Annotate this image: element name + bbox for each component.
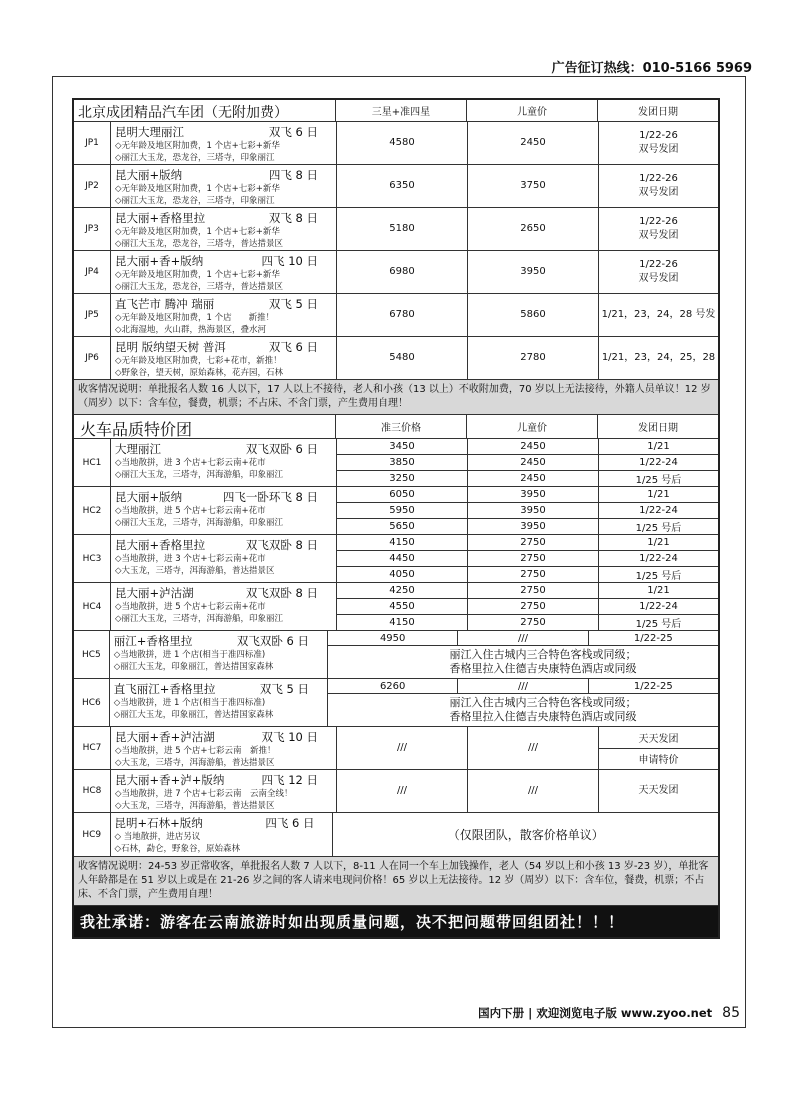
tour-description [111,813,334,856]
tour-code: HC7 [74,727,111,769]
tour-code: JP2 [74,165,111,207]
price-adult: 3450 [337,439,467,455]
departure-date: 1/22-24 [599,503,718,519]
tour-note-2: ◇丽江大玉龙，恐龙谷，三塔寺，印象丽江 [115,153,275,163]
bus-header-price: 三星+准四星 [336,100,467,121]
tour-code: JP1 [74,122,111,164]
price-adult: /// [337,770,468,812]
departure-date-column [599,487,718,534]
train-tour-row [74,487,718,535]
tour-note-2: ◇大玉龙，三塔寺，洱海游船，普达措景区 [115,758,275,768]
price-child: 2750 [468,535,598,551]
price-adult: 5480 [337,337,468,379]
tour-title [115,772,332,788]
price-child-column [468,535,599,582]
tour-description [111,251,337,293]
departure-date: 1/25 号后 [635,619,682,630]
train-tour-row [74,631,718,679]
tour-note-1: ◇当地散拼，进 5 个店+七彩云南 新推！ [115,746,276,756]
tour-code: JP4 [74,251,111,293]
tour-name: 昆大丽+版纳 [115,490,183,504]
tour-code: HC4 [74,583,111,630]
price-child: 2750 [468,599,598,615]
tour-title [115,489,332,505]
price-adult: 5180 [337,208,468,250]
bus-rows [74,122,718,380]
tour-name: 昆明+石林+版纳 [114,816,203,830]
price-adult: 5650 [389,521,415,532]
train-tour-row [74,583,718,631]
promise-banner: 我社承诺：游客在云南旅游时如出现质量问题，决不把问题带回组团社！！！ [74,906,718,937]
tour-note-1: ◇当地散拼，进 1 个店(相当于准四标准) [113,650,266,660]
tour-code: HC6 [74,679,110,726]
tour-duration: 四飞一卧环飞 8 日 [222,490,318,504]
tour-duration: 双飞 6 日 [268,125,318,139]
tour-note-1: ◇无年龄及地区附加费，七彩+花市，新推！ [115,356,282,366]
tour-description [111,770,337,812]
tour-code: HC3 [74,535,111,582]
bus-tour-row [74,251,718,294]
departure-date: 1/22-24 [599,599,718,615]
tour-note-2: ◇北海湿地，火山群，热海景区，叠水河 [115,325,267,335]
tour-duration: 双飞 5 日 [268,297,318,311]
price-adult: 4150 [337,535,467,551]
tour-title [115,210,332,226]
tour-table [72,98,720,939]
tour-title [115,124,332,140]
special-offer-note: 申请特价 [638,755,679,767]
bus-tour-row [74,294,718,337]
hotel-note-shangrila: 香格里拉入住德吉央康特色酒店或同级 [449,662,637,675]
bus-section-title: 北京成团精品汽车团（无附加费） [74,100,336,121]
train-section-title: 火车品质特价团 [74,415,336,438]
group-only-block [333,813,718,856]
page-number: 85 [722,1005,740,1021]
price-adult: 3850 [337,455,467,471]
departure-date: 1/22-26 双号发团 [638,130,679,155]
train-header-child: 儿童价 [467,415,598,438]
tour-note-1: ◇无年龄及地区附加费，1 个店+七彩+新华 [115,141,280,151]
tour-code: HC9 [74,813,111,856]
tour-note-1: ◇无年龄及地区附加费，1 个店+七彩+新华 [115,227,280,237]
tour-name: 昆大丽+香格里拉 [115,538,206,552]
departure-date: 1/21，23，24，25，28 [601,352,716,363]
train-tour-row [74,439,718,487]
tour-code: HC8 [74,770,111,812]
bus-notice: 收客情况说明：单批报名人数 16 人以下，17 人以上不接待，老人和小孩（13 以上）不收附加费，70 岁以上无法接待，外籍人员单议！12 岁（周岁）以下：含车位，餐费，机票；不占床、不含门票，产生费用自理！ [74,380,718,415]
tour-duration: 双飞 8 日 [268,211,318,225]
tour-note-1: ◇无年龄及地区附加费，1 个店+七彩+新华 [115,270,280,280]
tour-code: JP3 [74,208,111,250]
bus-header-child: 儿童价 [467,100,598,121]
tour-name: 直飞芒市 腾冲 瑞丽 [115,297,215,311]
tour-description [111,439,337,486]
price-child: 2450 [468,455,598,471]
price-adult: 6780 [337,294,468,336]
tour-note-1: ◇无年龄及地区附加费，1 个店+七彩+新华 [115,184,280,194]
tour-note-1: ◇ 当地散拼，进店另议 [114,832,201,842]
tour-title [115,585,332,601]
price-adult: /// [337,727,468,769]
tour-name: 昆明 版纳望天树 普洱 [115,340,226,354]
footer-text: 国内下册 | 欢迎浏览电子版 www.zyoo.net [478,1006,713,1020]
departure-date: 1/22-24 [599,551,718,567]
tour-duration: 双飞双卧 8 日 [245,538,318,552]
departure-date: 1/21 [599,487,718,503]
tour-note-2: ◇丽江大玉龙，恐龙谷，三塔寺，普达措景区 [115,282,284,292]
departure-date: 1/25 号后 [635,475,682,486]
departure-date: 1/22-26 双号发团 [638,173,679,198]
tour-title [115,296,332,312]
departure-date: 天天发团 [599,727,718,749]
price-adult: 4250 [337,583,467,599]
departure-date-column [599,535,718,582]
tour-title [115,253,332,269]
tour-duration: 双飞双卧 6 日 [236,634,309,648]
tour-duration: 四飞 10 日 [261,254,318,268]
page-footer [478,1005,740,1021]
price-child-column [468,583,599,630]
tour-note-2: ◇丽江大玉龙，三塔寺，洱海游船，印象丽江 [115,470,284,480]
tour-title [114,681,323,697]
tour-name: 直飞丽江+香格里拉 [113,682,216,696]
price-hotel-block [328,679,718,726]
train-notice: 收客情况说明：24-53 岁正常收客，单批报名人数 7 人以下，8-11 人在同一个车上加钱操作，老人（54 岁以上和小孩 13 岁-23 岁），单批客人年龄都是在 51 岁以上或是在 21-26 岁之间的客人请来电现问价格！65 岁以上无法接待。12 岁（周岁）以下：含车位，餐费，机票；不占床、不含门票，产生费用自理！ [74,857,718,906]
tour-description [110,679,328,726]
departure-date: 1/21 [599,583,718,599]
price-child: 2450 [468,122,599,164]
price-child-column [468,487,599,534]
tour-description [111,337,337,379]
price-child: 3950 [468,503,598,519]
tour-note-2: ◇丽江大玉龙，三塔寺，洱海游船，印象丽江 [115,614,284,624]
tour-note-1: ◇当地散拼，进 7 个店+七彩云南 云南全线！ [115,789,293,799]
tour-code: HC2 [74,487,111,534]
tour-note-2: ◇野象谷，望天树，原始森林，花卉园，石林 [115,368,284,378]
price-adult: 6980 [337,251,468,293]
price-child: /// [468,727,599,769]
tour-description [111,583,337,630]
price-adult: 6050 [337,487,467,503]
price-adult: 3250 [389,473,415,484]
train-tour-row [74,813,718,857]
price-child: 2650 [468,208,599,250]
price-child: 3750 [468,165,599,207]
price-adult: 4050 [389,569,415,580]
price-line [328,631,718,646]
train-tour-row [74,679,718,727]
tour-note-2: ◇丽江大玉龙，恐龙谷，三塔寺，普达措景区 [115,239,284,249]
tour-duration: 双飞 6 日 [268,340,318,354]
tour-name: 昆大丽+版纳 [115,168,183,182]
price-adult-column [337,583,468,630]
tour-title [115,815,329,831]
departure-date: 1/21，23，24，28 号发 [601,309,716,320]
tour-name: 昆大丽+香+版纳 [115,254,204,268]
tour-note-1: ◇当地散拼，进 3 个店+七彩云南+花市 [115,458,266,468]
tour-description [111,294,337,336]
departure-date: 1/25 号后 [635,523,682,534]
departure-date: 1/21 [599,439,718,455]
group-only-note: （仅限团队，散客价格单议） [447,827,604,842]
tour-note-2: ◇大玉龙，三塔寺，洱海游船，普达措景区 [115,566,275,576]
hotel-note [328,694,718,726]
tour-title [114,633,323,649]
train-tour-row [74,770,718,813]
price-adult: 4450 [337,551,467,567]
price-adult: 4550 [337,599,467,615]
price-adult: 4950 [328,631,458,645]
price-child: 3950 [520,521,546,532]
tour-name: 丽江+香格里拉 [113,634,193,648]
price-child: 3950 [468,487,598,503]
tour-note-1: ◇当地散拼，进 1 个店(相当于准四标准) [113,698,266,708]
departure-date: 1/22-24 [599,455,718,471]
ad-hotline: 广告征订热线：010-5166 5969 [551,61,752,76]
tour-note-1: ◇当地散拼，进 3 个店+七彩云南+花市 [115,554,266,564]
price-child: 2450 [468,439,598,455]
tour-note-2: ◇丽江大玉龙，印象丽江，普达措国家森林 [113,710,274,720]
departure-date: 1/22-26 双号发团 [638,259,679,284]
price-child: 2750 [520,617,546,628]
tour-description [110,631,328,678]
tour-name: 昆大丽+香+泸沽湖 [115,730,215,744]
price-adult-column [337,487,468,534]
tour-note-2: ◇丽江大玉龙，印象丽江，普达措国家森林 [113,662,274,672]
price-adult: 6350 [337,165,468,207]
departure-date-column [599,439,718,486]
tour-note-2: ◇丽江大玉龙，三塔寺，洱海游船，印象丽江 [115,518,284,528]
price-hotel-block [328,631,718,678]
hotel-note-shangrila: 香格里拉入住德吉央康特色酒店或同级 [449,710,637,723]
train-rows [74,439,718,857]
tour-note-2: ◇石林，勐仑，野象谷，原始森林 [114,844,241,854]
bus-tour-row [74,208,718,251]
price-child-column [468,439,599,486]
price-child: /// [458,679,588,693]
tour-duration: 双飞 5 日 [259,682,309,696]
tour-title [115,441,332,457]
tour-code: HC1 [74,439,111,486]
bus-header-date: 发团日期 [638,107,678,118]
bus-header-row [74,100,718,122]
tour-code: JP6 [74,337,111,379]
price-child: 2450 [520,473,546,484]
tour-description [111,727,337,769]
hotel-note-lijiang: 丽江入住古城内三合特色客栈或同级； [449,648,637,661]
price-child: 2750 [468,583,598,599]
tour-name: 昆大丽+香+泸+版纳 [115,773,225,787]
tour-description [111,535,337,582]
price-line [328,679,718,694]
hotel-note [328,646,718,678]
price-child: 3950 [468,251,599,293]
tour-name: 昆明大理丽江 [115,125,184,139]
train-header-row [74,415,718,439]
tour-description [111,487,337,534]
bus-tour-row [74,337,718,380]
price-adult: 4580 [337,122,468,164]
train-header-date: 发团日期 [638,423,678,434]
tour-code: HC5 [74,631,110,678]
price-adult: 4150 [389,617,415,628]
price-child: 2750 [468,551,598,567]
tour-name: 昆大丽+香格里拉 [115,211,206,225]
train-tour-row [74,535,718,583]
tour-description [111,208,337,250]
tour-duration: 四飞 8 日 [268,168,318,182]
tour-name: 大理丽江 [115,442,161,456]
price-child: 2780 [468,337,599,379]
tour-note-1: ◇当地散拼，进 5 个店+七彩云南+花市 [115,506,266,516]
tour-note-1: ◇当地散拼，进 5 个店+七彩云南+花市 [115,602,266,612]
bus-tour-row [74,165,718,208]
departure-date: 1/22-25 [633,632,673,644]
price-adult: 5950 [337,503,467,519]
train-header-price: 准三价格 [336,415,467,438]
bus-tour-row [74,122,718,165]
hotel-note-lijiang: 丽江入住古城内三合特色客栈或同级； [449,696,637,709]
tour-note-1: ◇无年龄及地区附加费，1 个店 新推！ [115,313,275,323]
departure-date: 1/21 [599,535,718,551]
tour-note-2: ◇丽江大玉龙，恐龙谷，三塔寺，印象丽江 [115,196,275,206]
tour-title [115,339,332,355]
tour-note-2: ◇大玉龙，三塔寺，洱海游船，普达措景区 [115,801,275,811]
departure-date: 1/22-25 [633,680,673,692]
departure-date: 1/25 号后 [635,571,682,582]
tour-title [115,537,332,553]
tour-duration: 四飞 6 日 [265,816,315,830]
price-child: 2750 [520,569,546,580]
tour-duration: 双飞 10 日 [261,730,318,744]
tour-duration: 双飞双卧 8 日 [245,586,318,600]
train-tour-row [74,727,718,770]
price-child: 5860 [468,294,599,336]
tour-title [115,167,332,183]
price-child: /// [458,631,588,645]
departure-date-column [599,727,718,769]
price-adult: 6260 [328,679,458,693]
tour-duration: 四飞 12 日 [261,773,318,787]
price-child: /// [468,770,599,812]
tour-name: 昆大丽+泸沽湖 [115,586,194,600]
departure-date-column [599,583,718,630]
tour-description [111,122,337,164]
tour-description [111,165,337,207]
tour-duration: 双飞双卧 6 日 [245,442,318,456]
price-adult-column [337,535,468,582]
departure-date: 1/22-26 双号发团 [638,216,679,241]
tour-title [115,729,332,745]
tour-code: JP5 [74,294,111,336]
departure-date: 天天发团 [638,785,679,796]
price-adult-column [337,439,468,486]
